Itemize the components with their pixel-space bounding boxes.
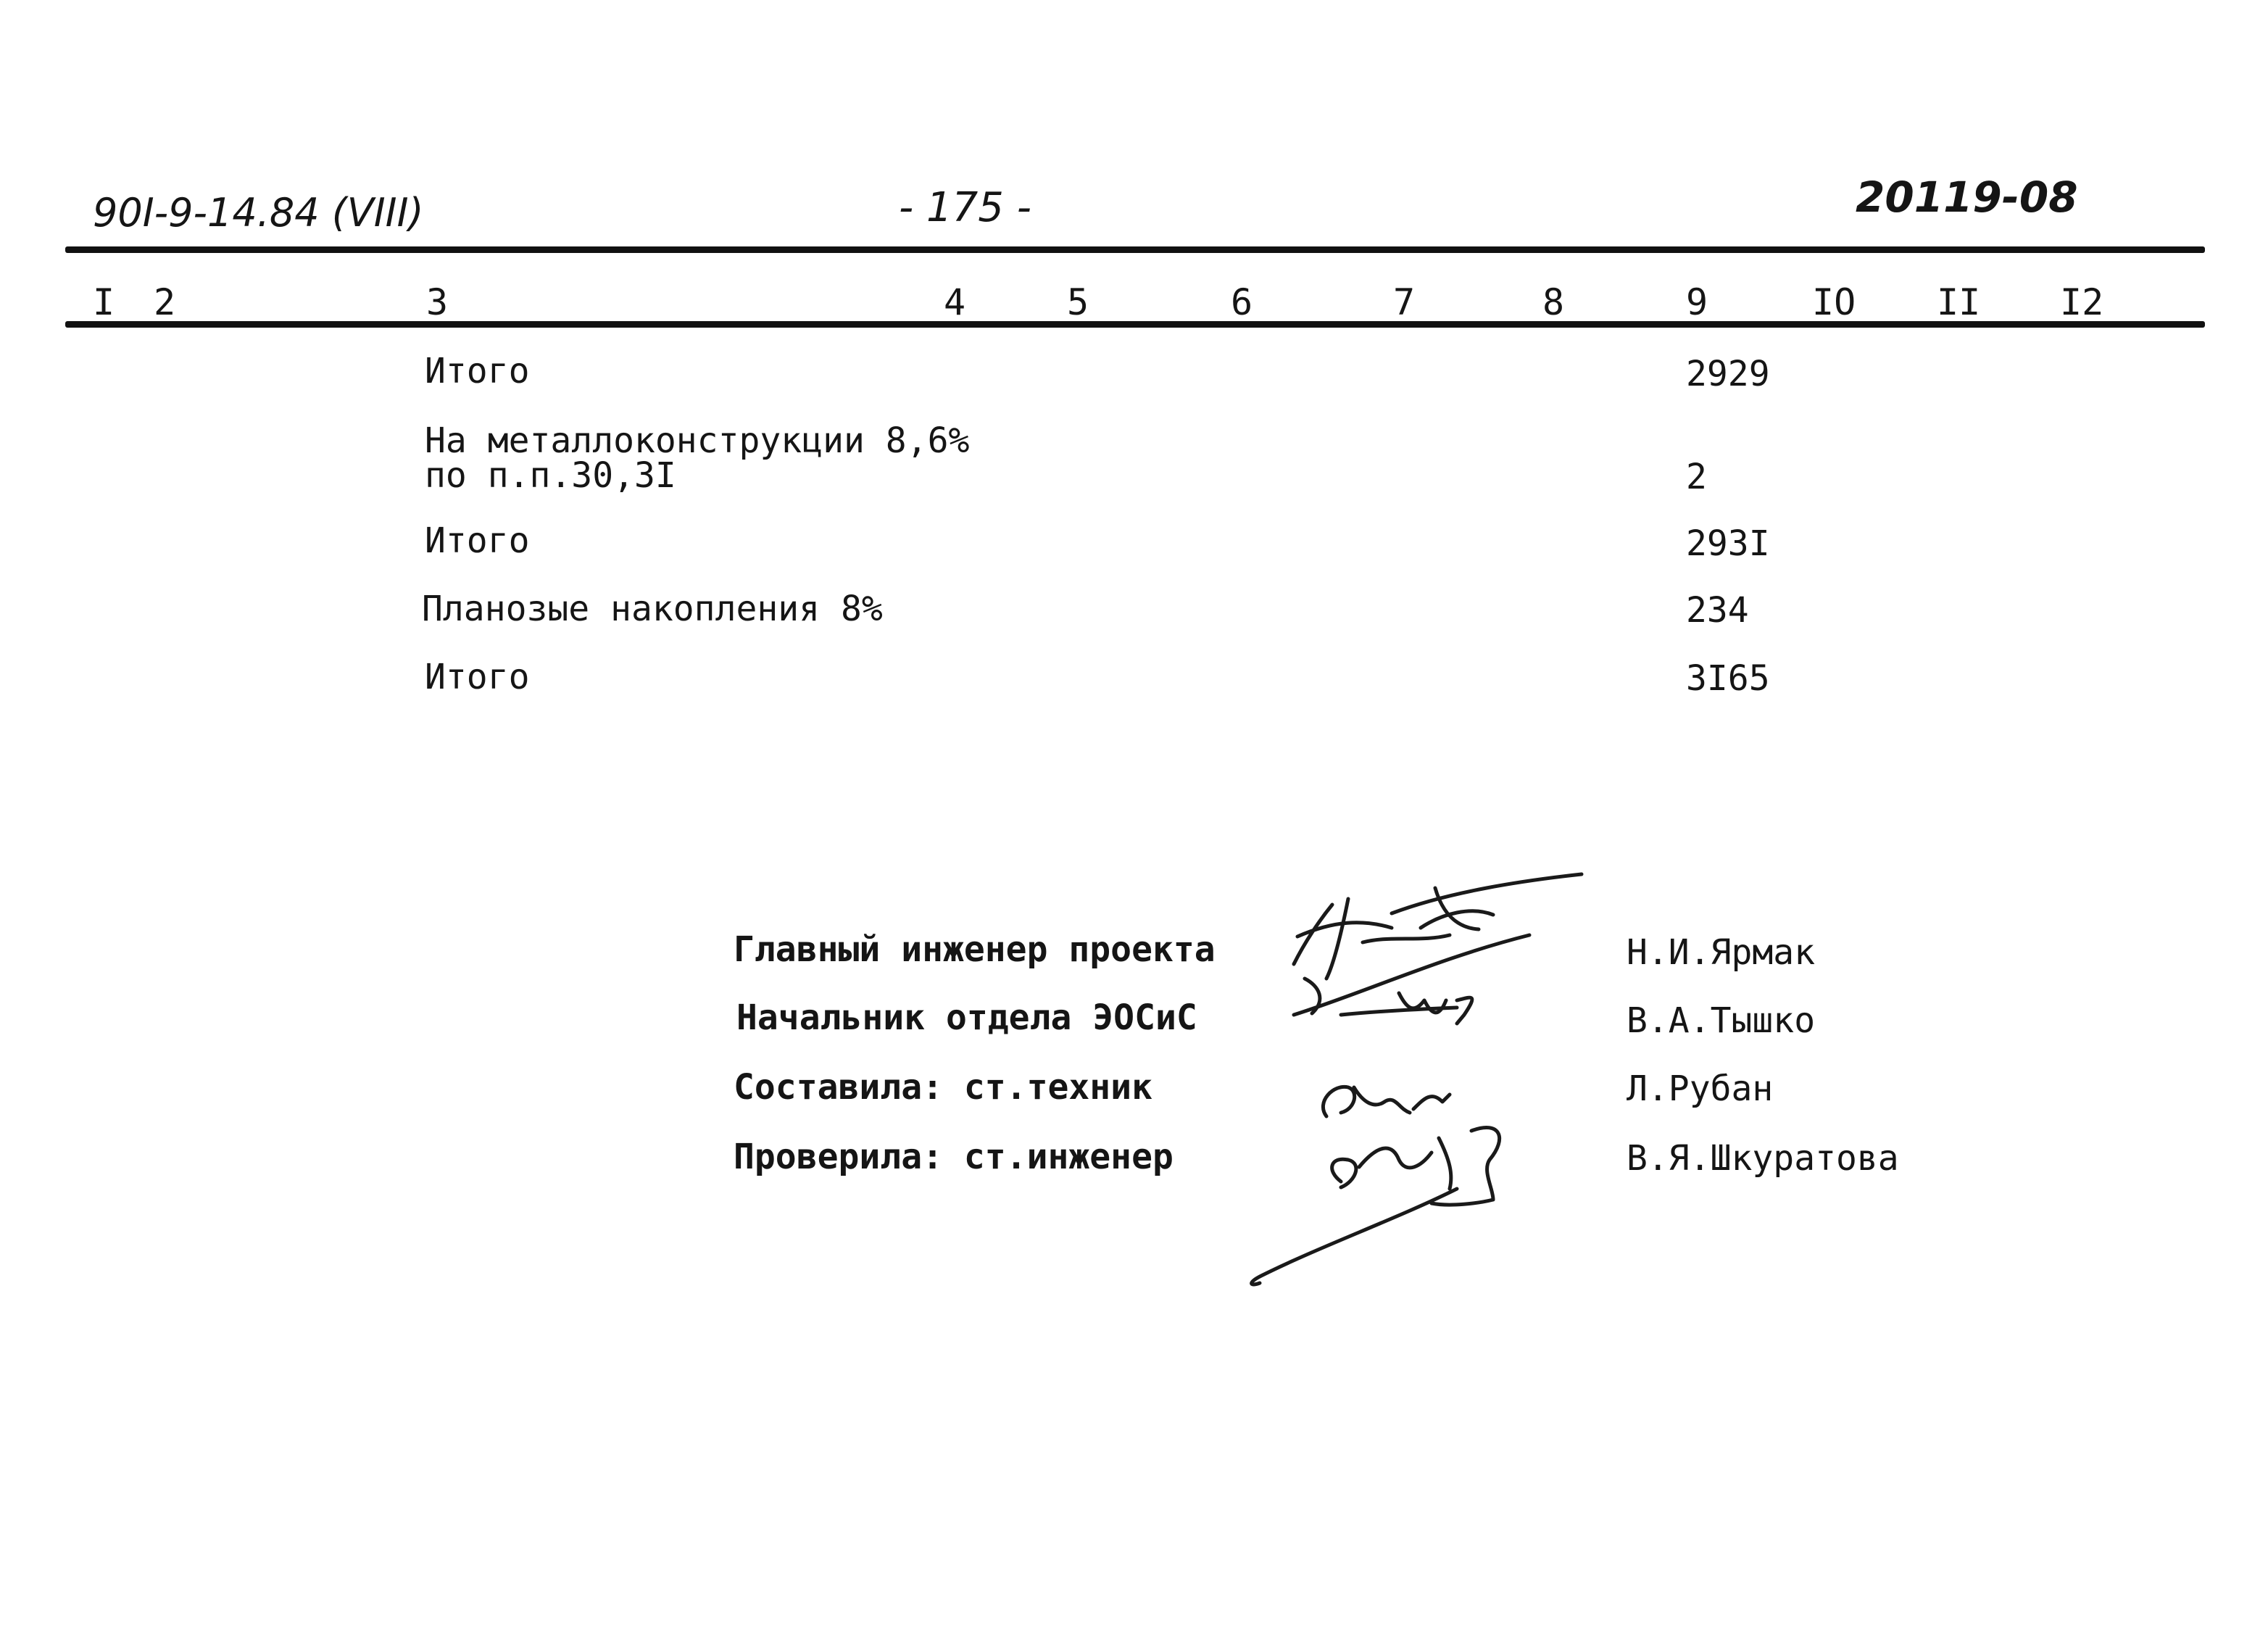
column-number: 5 <box>1067 281 1089 323</box>
row-value: 234 <box>1686 590 1749 631</box>
row-value: 293I <box>1686 523 1770 564</box>
column-number: 8 <box>1542 281 1565 323</box>
signature-mark-4 <box>1252 1128 1500 1284</box>
column-number: 4 <box>944 281 966 323</box>
column-number: 9 <box>1686 281 1708 323</box>
row-label: по п.п.30,3I <box>425 455 676 496</box>
signature-role: Начальник отдела ЭОСиС <box>736 997 1197 1038</box>
signature-mark-3 <box>1323 1087 1450 1116</box>
signature-name: В.А.Тышко <box>1627 1000 1816 1041</box>
signature-role: Составила: ст.техник <box>734 1067 1152 1108</box>
column-number: I <box>93 281 115 323</box>
column-number: II <box>1937 281 1981 323</box>
signature-role: Проверила: ст.инженер <box>734 1137 1174 1177</box>
page-number: - 175 - <box>899 184 1031 231</box>
row-value: 3I65 <box>1686 658 1770 699</box>
row-label: Итого <box>425 351 530 391</box>
row-label: Планозые накопления 8% <box>422 589 883 629</box>
signature-name: Н.И.Ярмак <box>1627 932 1816 973</box>
document-code: 90I-9-14.84 (VIII) <box>93 190 424 236</box>
column-number: I2 <box>2060 281 2104 323</box>
row-value: 2929 <box>1686 354 1770 394</box>
signature-mark-2 <box>1294 935 1529 1024</box>
column-number: 6 <box>1231 281 1253 323</box>
row-label: На металлоконструкции 8,6% <box>425 420 970 461</box>
signature-role: Главный инженер проекта <box>734 929 1216 970</box>
row-label: Итого <box>425 520 530 561</box>
archive-number: 20119-08 <box>1856 173 2078 222</box>
row-label: Итого <box>425 657 530 697</box>
column-number: IO <box>1812 281 1856 323</box>
signature-name: Л.Рубан <box>1627 1068 1774 1109</box>
column-number: 2 <box>154 281 176 323</box>
column-number: 7 <box>1393 281 1416 323</box>
row-value: 2 <box>1686 457 1707 497</box>
column-number: 3 <box>426 281 449 323</box>
signature-name: В.Я.Шкуратова <box>1627 1138 1899 1179</box>
